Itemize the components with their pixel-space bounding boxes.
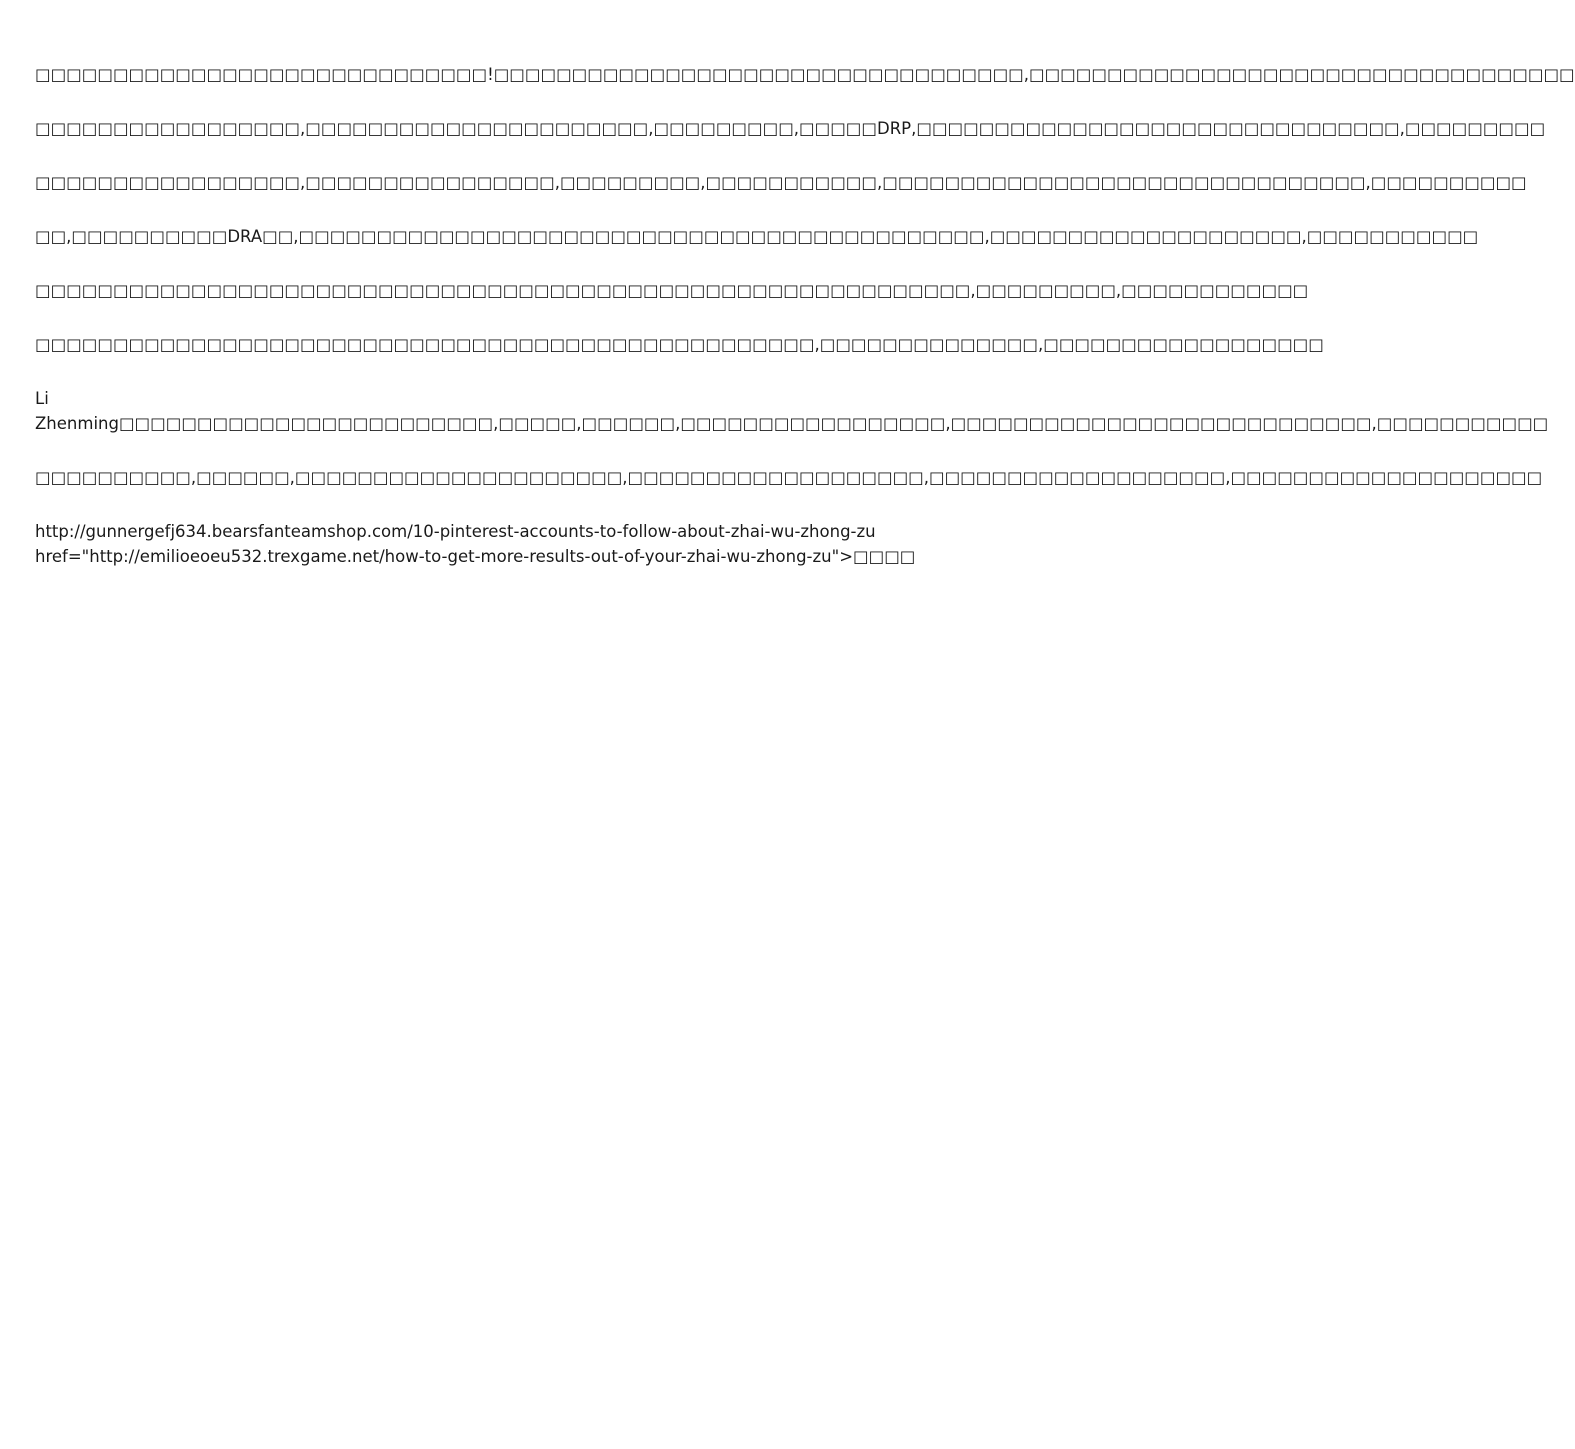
link-text-1: http://gunnergefj634.bearsfanteamshop.com/10-pinterest-accounts-to-follow-about-zhai-wu-zhong-zu — [35, 522, 876, 541]
paragraph-5: □□□□□□□□□□□□□□□□□□□□□□□□□□□□□□□□□□□□□□□□□□□□□□□□□□□□□□□□□□□□,□□□□□□□□□,□□□□□□□□□□□□ — [35, 281, 1309, 300]
name-first-line: Li — [35, 389, 49, 408]
paragraph-6: □□□□□□□□□□□□□□□□□□□□□□□□□□□□□□□□□□□□□□□□□□□□□□□□□□,□□□□□□□□□□□□□□,□□□□□□□□□□□□□□□□□□ — [35, 335, 1324, 354]
document-body — [35, 62, 1575, 569]
links-block — [35, 519, 989, 569]
paragraph-1: □□□□□□□□□□□□□□□□□□□□□□□□□□□□□!□□□□□□□□□□□□□□□□□□□□□□□□□□□□□□□□□□,□□□□□□□□□□□□□□□□□□□□□□□□□□□□□□□□□□□ — [35, 65, 1575, 84]
paragraph-2: □□□□□□□□□□□□□□□□□,□□□□□□□□□□□□□□□□□□□□□□,□□□□□□□□□,□□□□□DRP,□□□□□□□□□□□□□□□□□□□□□□□□□□□□□□□,□□□□□□□□□ — [35, 119, 1546, 138]
paragraph-3: □□□□□□□□□□□□□□□□□,□□□□□□□□□□□□□□□□,□□□□□□□□□,□□□□□□□□□□□,□□□□□□□□□□□□□□□□□□□□□□□□□□□□□□□,□□□□□□□□□□ — [35, 173, 1527, 192]
name-paragraph — [35, 386, 1549, 436]
paragraph-last: □□□□□□□□□□,□□□□□□,□□□□□□□□□□□□□□□□□□□□□,□□□□□□□□□□□□□□□□□□□,□□□□□□□□□□□□□□□□□□□,□□□□□□□□□□□□□□□□□□□□ — [35, 468, 1543, 487]
name-second-line: Zhenming□□□□□□□□□□□□□□□□□□□□□□□□,□□□□□,□□□□□□,□□□□□□□□□□□□□□□□□,□□□□□□□□□□□□□□□□□□□□□□□□□□□,□□□□□□□□□□□ — [35, 414, 1549, 433]
paragraph-4: □□,□□□□□□□□□□DRA□□,□□□□□□□□□□□□□□□□□□□□□□□□□□□□□□□□□□□□□□□□□□□□,□□□□□□□□□□□□□□□□□□□□,□□□□□□□□□□□ — [35, 227, 1479, 246]
link-text-2: href="http://emilioeoeu532.trexgame.net/how-to-get-more-results-out-of-your-zhai-wu-zhong-zu">□□□□ — [35, 547, 916, 566]
